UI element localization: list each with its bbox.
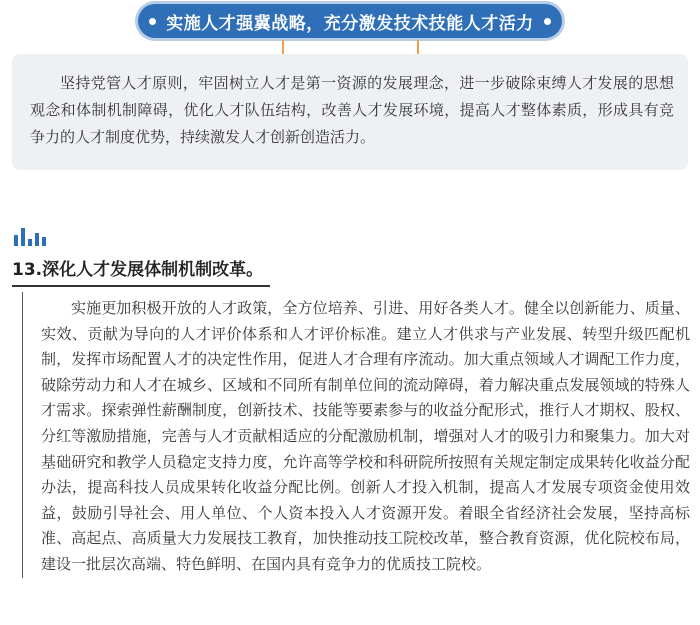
bullet-dot-icon [149,18,156,25]
section-heading: 13.深化人才发展体制机制改革。 [12,260,264,280]
intro-text: 坚持党管人才原则，牢固树立人才是第一资源的发展理念，进一步破除束缚人才发展的思想观念和体制机制障碍，优化人才队伍结构，改善人才发展环境，提高人才整体素质，形成具有竞争力的人才制度优势，持续激发人才创新创造活力。 [30,74,674,146]
section-body-text: 实施更加积极开放的人才政策，全方位培养、引进、用好各类人才。健全以创新能力、质量、实效、贡献为导向的人才评价体系和人才评价标准。建立人才供求与产业发展、转型升级匹配机制，发挥市场配置人才的决定性作用，促进人才合理有序流动。加大重点领域人才调配工作力度，破除劳动力和人才在城乡、区域和不同所有制单位间的流动障碍，着力解决重点发展领域的特殊人才需求。探索弹性薪酬制度，创新技术、技能等要素参与的收益分配形式，推行人才期权、股权、分红等激励措施，完善与人才贡献相适应的分配激励机制，增强对人才的吸引力和聚集力。加大对基础研究和教学人员稳定支持力度，允许高等学校和科研院所按照有关规定制定成果转化收益分配办法，提高科技人员成果转化收益分配比例。创新人才投入机制，提高人才发展专项资金使用效益，鼓励引导社会、用人单位、个人资本投入人才资源开发。着眼全省经济社会发展，坚持高标准、高起点、高质量大力发展技工教育，加快推动技工院校改革，整合教育资源，优化院校布局，建设一批层次高端、特色鲜明、在国内具有竞争力的优质技工院校。 [41,299,690,573]
bar-chart-icon [14,228,46,246]
intro-box [12,54,688,170]
heading-underline [12,285,270,287]
section-banner [138,4,562,38]
banner-title: 实施人才强冀战略，充分激发技术技能人才活力 [166,13,534,34]
bullet-dot-icon [544,18,551,25]
section-body [22,292,690,578]
